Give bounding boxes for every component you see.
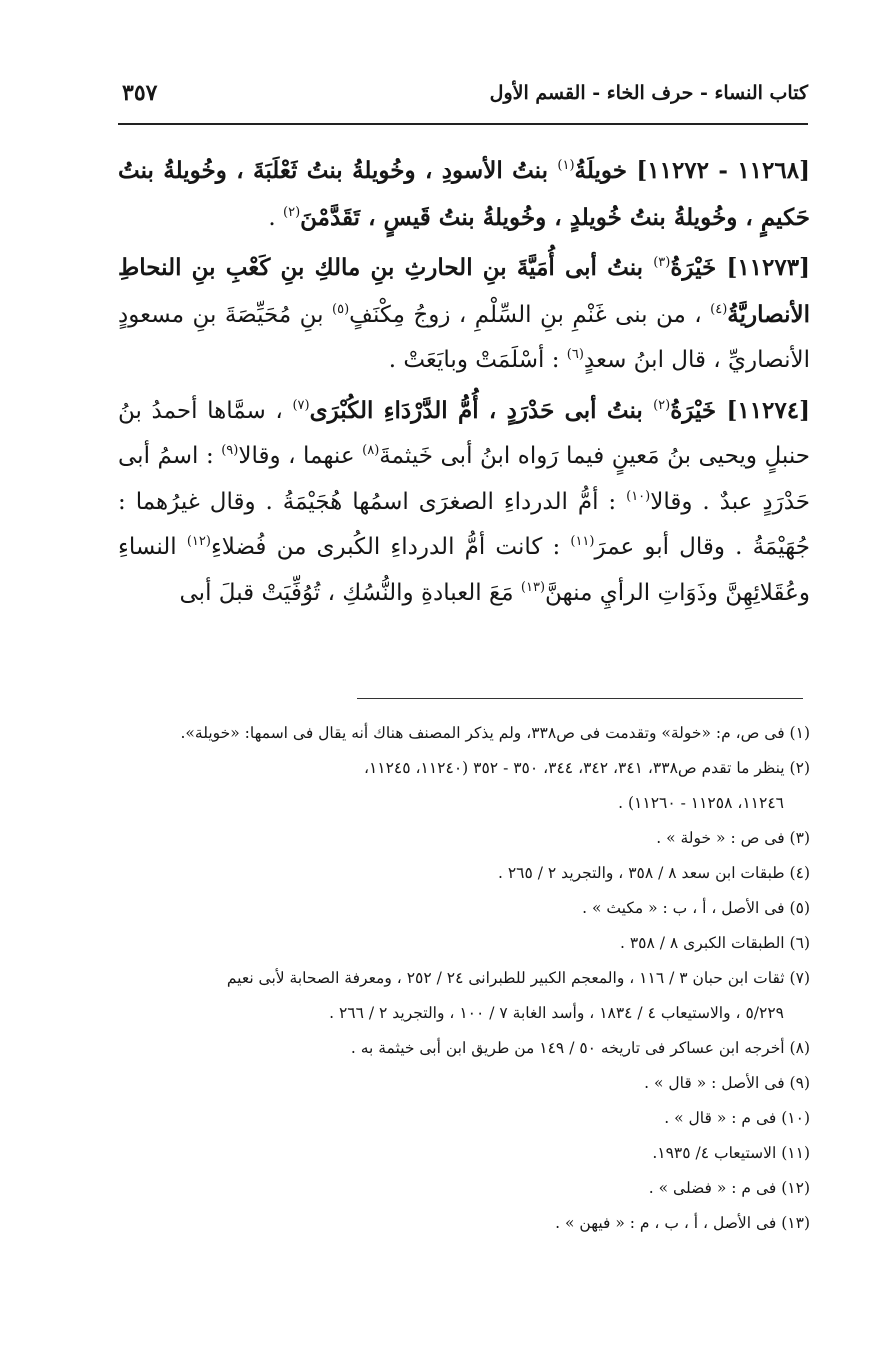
footnote-marker: (٦) [566, 347, 584, 362]
footnote [118, 1136, 810, 1171]
footnote [118, 961, 810, 996]
footnote [118, 1171, 810, 1206]
footnote [118, 1206, 810, 1241]
footnote-text: ١١٢٤٦، ١١٢٥٨ - ١١٢٦٠) . [618, 794, 784, 812]
footnote-text: فى ص، م: «خولة» وتقدمت فى ص٣٣٨، ولم يذكر المصنف هناك أنه يقال فى اسمها: «خويلة». [180, 724, 785, 742]
footnote-text: فى الأصل : « قال » . [644, 1074, 785, 1092]
footnote-text: فى م : « فضلى » . [648, 1179, 777, 1197]
entry-text: مَعَ العبادةِ والنُّسُكِ ، تُوُفِّيَتْ قبلَ أبى [179, 579, 521, 606]
footnote-marker: (٢) [283, 204, 301, 220]
footnote-text: فى م : « قال » . [664, 1109, 777, 1127]
entry-name-text: بنتُ الأسودِ ، وخُويلةُ بنتُ ثَعْلَبَةَ ، وخُويلةُ بنتُ حَكيمٍ ، وخُويلةُ بنتُ خُويلدٍ ، وخُويلةُ بنتُ قَيسٍ ، تَقَدَّمْنَ [118, 157, 810, 231]
entry-text: . [268, 204, 283, 231]
footnote-number: (٢) [789, 759, 810, 777]
entry-number: [١١٢٧٤] [726, 396, 811, 424]
footnote-marker: (٩) [221, 443, 239, 458]
entry-number: [١١٢٧٣] [726, 254, 810, 281]
footnote-number: (٤) [789, 864, 810, 882]
footnote-marker: (٣) [653, 255, 671, 270]
footnote-number: (٨) [789, 1039, 810, 1057]
footnote-marker: (١٢) [186, 534, 211, 549]
entry-name-text: خَيْرَةُ [670, 254, 727, 281]
footnote [118, 821, 810, 856]
footnote [118, 751, 810, 786]
footnote-marker: (٧) [292, 397, 310, 413]
footnote [118, 786, 810, 821]
footnote-marker: (٨) [362, 443, 380, 458]
footnote [118, 716, 810, 751]
footnote-text: فى الأصل ، أ ، ب ، م : « فيهن » . [555, 1214, 777, 1232]
footnote-number: (١١) [781, 1144, 810, 1162]
footnote-marker: (١١) [570, 534, 595, 549]
page-number: ٣٥٧ [122, 80, 158, 106]
footnote [118, 891, 810, 926]
running-title: كتاب النساء - حرف الخاء - القسم الأول [489, 82, 808, 104]
footnote-marker: (١٣) [520, 579, 546, 595]
footnotes [118, 716, 810, 1241]
footnote [118, 1066, 810, 1101]
footnote-marker: (٥) [332, 301, 350, 317]
main-text [118, 148, 810, 620]
footnote-text: أخرجه ابن عساكر فى تاريخه ٥٠ / ١٤٩ من طريق ابن أبى خيثمة به . [350, 1039, 785, 1057]
footnote-separator [357, 698, 803, 699]
footnote-number: (١٠) [781, 1109, 810, 1127]
footnote-number: (١٢) [781, 1179, 810, 1197]
entry-name-text: بنتُ أبى حَدْرَدٍ ، أُمُّ الدَّرْدَاءِ الكُبْرَى [309, 396, 654, 424]
footnote-number: (٦) [789, 934, 810, 952]
footnote-text: الطبقات الكبرى ٨ / ٣٥٨ . [619, 934, 785, 952]
footnote-marker: (٤) [710, 301, 728, 317]
page-header [118, 78, 808, 118]
entry-text: النساءِ وعُقَلائِهِنَّ وذَوَاتِ الرأيِ منهنَّ [118, 534, 810, 606]
footnote-number: (٧) [789, 969, 810, 987]
footnote-marker: (١) [557, 158, 575, 173]
entry-text: ، سمَّاها أحمدُ بنُ حنبلٍ ويحيى بنُ مَعينٍ فيما رَواه ابنُ أبى خَيثمةَ [118, 397, 810, 469]
footnote-number: (٣) [789, 829, 810, 847]
footnote-marker: (٢) [653, 397, 671, 413]
entry-text: : أمُّ الدرداءِ الصغرَى اسمُها هُجَيْمَةُ . وقال غيرُهما : جُهَيْمَةُ . وقال أبو عمرَ [118, 488, 810, 560]
footnote-text: فى ص : « خولة » . [656, 829, 785, 847]
footnote-text: طبقات ابن سعد ٨ / ٣٥٨ ، والتجريد ٢ / ٢٦٥ . [498, 864, 785, 882]
footnote-text: فى الأصل ، أ ، ب : « مكيث » . [582, 899, 785, 917]
footnote-text: ٥/٢٢٩ ، والاستيعاب ٤ / ١٨٣٤ ، وأسد الغابة ٧ / ١٠٠ ، والتجريد ٢ / ٢٦٦ . [329, 1004, 784, 1022]
footnote-text: ثقات ابن حبان ٣ / ١١٦ ، والمعجم الكبير للطبرانى ٢٤ / ٢٥٢ ، ومعرفة الصحابة لأبى نعيم [226, 969, 785, 987]
footnote [118, 996, 810, 1031]
footnote-number: (١) [789, 724, 810, 742]
entry-name-text: خَيْرَةُ [670, 396, 727, 424]
footnote [118, 1101, 810, 1136]
footnote-number: (٥) [789, 899, 810, 917]
entry-text: : اسمُ أبى حَدْرَدٍ عبدٌ . وقالا [118, 443, 810, 515]
entry-text: ، من بنى غَنْمِ بنِ السِّلْمِ ، زوجُ مِكْنَفٍ [349, 301, 711, 328]
biography-entry [118, 388, 810, 617]
entry-number: [١١٢٦٨ - ١١٢٧٢] [636, 157, 810, 184]
entry-text: بنِ مُحَيِّصَةَ بنِ مسعودٍ الأنصاريِّ ، قال ابنُ سعدٍ [118, 301, 810, 373]
header-rule [118, 123, 808, 125]
biography-entry [118, 245, 810, 384]
footnote-text: ينظر ما تقدم ص٣٣٨، ٣٤١، ٣٤٢، ٣٤٤، ٣٥٠ - ٣٥٢ (١١٢٤٠، ١١٢٤٥، [363, 759, 785, 777]
footnote-text: الاستيعاب ٤/ ١٩٣٥. [652, 1144, 777, 1162]
entry-name-text: بنتُ أبى أُمَيَّةَ بنِ الحارثِ بنِ مالكِ بنِ كَعْبِ بنِ النحاطِ الأنصاريَّةُ [118, 254, 810, 328]
entry-name-text: خويلَةُ [574, 157, 637, 184]
footnote [118, 1031, 810, 1066]
entry-text: : أسْلَمَتْ وبايَعَتْ . [388, 347, 567, 373]
footnote-number: (٩) [789, 1074, 810, 1092]
entry-text: : كانت أمُّ الدرداءِ الكُبرى من فُضلاءِ [210, 534, 571, 560]
footnote [118, 856, 810, 891]
entry-text: عنهما ، وقالا [238, 443, 363, 469]
biography-entry [118, 148, 810, 241]
footnote-number: (١٣) [781, 1214, 810, 1232]
footnote-marker: (١٠) [626, 488, 651, 504]
footnote [118, 926, 810, 961]
